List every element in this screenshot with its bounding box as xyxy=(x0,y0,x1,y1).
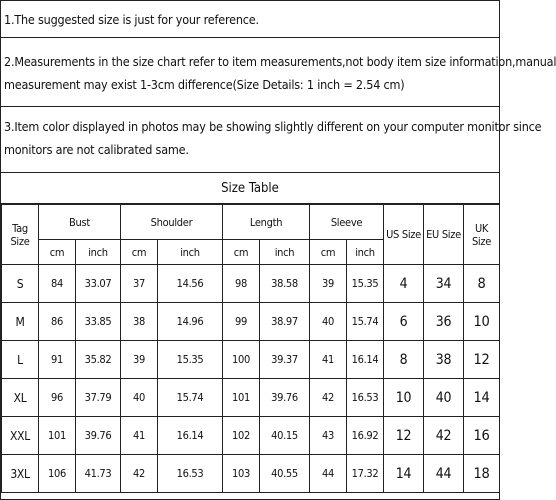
note-suggested-size xyxy=(1,1,499,38)
us-size-cell: 8 xyxy=(384,341,424,379)
size-cell: S xyxy=(2,265,39,303)
bust-inch-cell: 33.85 xyxy=(76,303,121,341)
length-inch-cell: 40.15 xyxy=(260,417,310,455)
sleeve-cm-cell: 42 xyxy=(310,379,347,417)
unit-inch: inch xyxy=(347,240,384,265)
length-cm-cell: 100 xyxy=(223,341,260,379)
table-row xyxy=(2,341,500,379)
tag-size-header-line: Tag xyxy=(12,221,28,235)
bust-inch-cell: 35.82 xyxy=(76,341,121,379)
sleeve-header: Sleeve xyxy=(310,205,384,240)
eu-size-cell: 42 xyxy=(424,417,464,455)
length-cm-cell: 103 xyxy=(223,455,260,493)
shoulder-inch-cell: 16.53 xyxy=(158,455,223,493)
sleeve-cm-cell: 41 xyxy=(310,341,347,379)
size-cell: L xyxy=(2,341,39,379)
shoulder-inch-cell: 14.96 xyxy=(158,303,223,341)
length-inch-cell: 38.58 xyxy=(260,265,310,303)
sleeve-cm-cell: 43 xyxy=(310,417,347,455)
sleeve-cm-cell: 44 xyxy=(310,455,347,493)
uk-size-cell: 14 xyxy=(464,379,500,417)
unit-inch: inch xyxy=(260,240,310,265)
bust-cm-cell: 101 xyxy=(39,417,76,455)
unit-cm: cm xyxy=(39,240,76,265)
shoulder-header: Shoulder xyxy=(121,205,223,240)
shoulder-inch-cell: 16.14 xyxy=(158,417,223,455)
shoulder-cm-cell: 40 xyxy=(121,379,158,417)
unit-inch: inch xyxy=(158,240,223,265)
size-cell: XXL xyxy=(2,417,39,455)
bust-inch-cell: 39.76 xyxy=(76,417,121,455)
us-size-cell: 6 xyxy=(384,303,424,341)
bust-inch-cell: 33.07 xyxy=(76,265,121,303)
sleeve-cm-cell: 39 xyxy=(310,265,347,303)
size-cell: XL xyxy=(2,379,39,417)
shoulder-cm-cell: 41 xyxy=(121,417,158,455)
table-row xyxy=(2,303,500,341)
sleeve-inch-cell: 16.53 xyxy=(347,379,384,417)
us-size-cell: 4 xyxy=(384,265,424,303)
bust-cm-cell: 96 xyxy=(39,379,76,417)
eu-size-cell: 44 xyxy=(424,455,464,493)
size-table xyxy=(1,204,500,493)
uk-size-header: UK Size xyxy=(464,205,500,265)
table-row xyxy=(2,455,500,493)
us-size-cell: 14 xyxy=(384,455,424,493)
table-row xyxy=(2,265,500,303)
eu-size-cell: 40 xyxy=(424,379,464,417)
shoulder-inch-cell: 15.35 xyxy=(158,341,223,379)
shoulder-cm-cell: 38 xyxy=(121,303,158,341)
note-line: measurement may exist 1-3cm difference(Size Details: 1 inch = 2.54 cm) xyxy=(4,77,405,92)
unit-cm: cm xyxy=(310,240,347,265)
sleeve-inch-cell: 16.14 xyxy=(347,341,384,379)
uk-size-cell: 8 xyxy=(464,265,500,303)
shoulder-inch-cell: 14.56 xyxy=(158,265,223,303)
uk-size-cell: 10 xyxy=(464,303,500,341)
uk-size-cell: 18 xyxy=(464,455,500,493)
length-inch-cell: 38.97 xyxy=(260,303,310,341)
shoulder-inch-cell: 15.74 xyxy=(158,379,223,417)
note-line: monitors are not calibrated same. xyxy=(4,142,189,157)
sleeve-cm-cell: 40 xyxy=(310,303,347,341)
shoulder-cm-cell: 37 xyxy=(121,265,158,303)
note-line: 1.The suggested size is just for your reference. xyxy=(4,12,259,27)
length-inch-cell: 40.55 xyxy=(260,455,310,493)
eu-size-cell: 34 xyxy=(424,265,464,303)
us-size-cell: 10 xyxy=(384,379,424,417)
tag-size-header xyxy=(2,205,39,265)
size-cell: M xyxy=(2,303,39,341)
length-cm-cell: 101 xyxy=(223,379,260,417)
bust-cm-cell: 86 xyxy=(39,303,76,341)
note-measurements xyxy=(1,38,556,107)
shoulder-cm-cell: 39 xyxy=(121,341,158,379)
length-inch-cell: 39.76 xyxy=(260,379,310,417)
uk-size-cell: 16 xyxy=(464,417,500,455)
table-row xyxy=(2,379,500,417)
bust-cm-cell: 91 xyxy=(39,341,76,379)
table-row xyxy=(2,417,500,455)
eu-size-cell: 38 xyxy=(424,341,464,379)
tag-size-header-line: Size xyxy=(10,234,30,248)
note-color xyxy=(1,107,542,173)
sleeve-inch-cell: 17.32 xyxy=(347,455,384,493)
note-line: 3.Item color displayed in photos may be showing slightly different on your computer monitor since xyxy=(4,119,542,134)
bust-cm-cell: 84 xyxy=(39,265,76,303)
bust-inch-cell: 41.73 xyxy=(76,455,121,493)
sleeve-inch-cell: 15.35 xyxy=(347,265,384,303)
bust-header: Bust xyxy=(39,205,121,240)
unit-inch: inch xyxy=(76,240,121,265)
unit-cm: cm xyxy=(223,240,260,265)
bust-inch-cell: 37.79 xyxy=(76,379,121,417)
length-inch-cell: 39.37 xyxy=(260,341,310,379)
length-cm-cell: 98 xyxy=(223,265,260,303)
us-size-header: US Size xyxy=(384,205,424,265)
sleeve-inch-cell: 15.74 xyxy=(347,303,384,341)
shoulder-cm-cell: 42 xyxy=(121,455,158,493)
sleeve-inch-cell: 16.92 xyxy=(347,417,384,455)
size-cell: 3XL xyxy=(2,455,39,493)
eu-size-header: EU Size xyxy=(424,205,464,265)
unit-cm: cm xyxy=(121,240,158,265)
length-cm-cell: 99 xyxy=(223,303,260,341)
table-group-header-row xyxy=(2,205,500,240)
length-cm-cell: 102 xyxy=(223,417,260,455)
eu-size-cell: 36 xyxy=(424,303,464,341)
length-header: Length xyxy=(223,205,310,240)
note-line: 2.Measurements in the size chart refer to item measurements,not body item size information,manual xyxy=(4,54,556,69)
uk-size-cell: 12 xyxy=(464,341,500,379)
bust-cm-cell: 106 xyxy=(39,455,76,493)
us-size-cell: 12 xyxy=(384,417,424,455)
size-table-title: Size Table xyxy=(1,173,499,204)
